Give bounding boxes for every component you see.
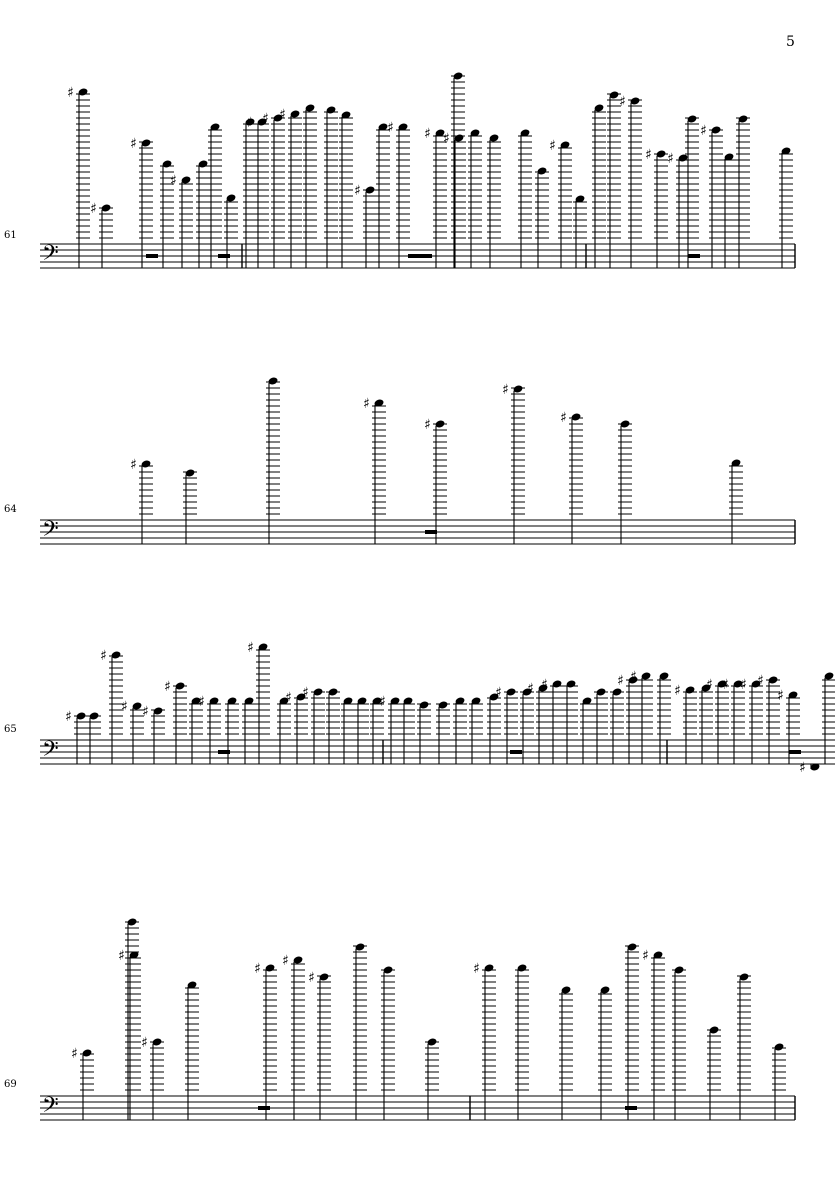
sharp-icon: ♯	[617, 673, 624, 689]
sharp-icon: ♯	[100, 648, 107, 664]
sharp-icon: ♯	[619, 94, 626, 110]
sharp-icon: ♯	[170, 173, 177, 189]
half-rest-icon	[789, 750, 801, 754]
sharp-icon: ♯	[630, 669, 637, 685]
sharp-icon: ♯	[130, 136, 137, 152]
sharp-icon: ♯	[285, 690, 292, 706]
bar-number-65: 65	[4, 724, 17, 735]
sharp-icon: ♯	[141, 1035, 148, 1051]
sharp-icon: ♯	[262, 111, 269, 127]
sharp-icon: ♯	[473, 961, 480, 977]
half-rest-icon	[625, 1106, 637, 1110]
sharp-icon: ♯	[502, 382, 509, 398]
page-number: 5	[786, 34, 795, 50]
sharp-icon: ♯	[424, 417, 431, 433]
sharp-icon: ♯	[443, 131, 450, 147]
half-rest-icon	[688, 254, 700, 258]
sharp-icon: ♯	[777, 688, 784, 704]
sharp-icon: ♯	[363, 396, 370, 412]
sharp-icon: ♯	[142, 704, 149, 720]
sharp-icon: ♯	[722, 677, 729, 693]
sharp-icon: ♯	[118, 948, 125, 964]
sharp-icon: ♯	[198, 694, 205, 710]
sharp-icon: ♯	[700, 123, 707, 139]
sharp-icon: ♯	[706, 677, 713, 693]
sharp-icon: ♯	[302, 685, 309, 701]
sharp-icon: ♯	[560, 410, 567, 426]
sharp-icon: ♯	[740, 677, 747, 693]
sharp-icon: ♯	[757, 673, 764, 689]
half-rest-icon	[218, 750, 230, 754]
sharp-icon: ♯	[379, 694, 386, 710]
half-rest-icon	[258, 1106, 270, 1110]
sharp-icon: ♯	[282, 953, 289, 969]
sharp-icon: ♯	[279, 107, 286, 123]
half-rest-icon	[218, 254, 230, 258]
half-rest-icon	[510, 750, 522, 754]
sharp-icon: ♯	[387, 120, 394, 136]
bass-clef-icon: 𝄢	[42, 241, 59, 271]
bass-clef-icon: 𝄢	[42, 737, 59, 767]
sharp-icon: ♯	[71, 1046, 78, 1062]
half-rest-icon	[425, 530, 437, 534]
sharp-icon: ♯	[541, 677, 548, 693]
sharp-icon: ♯	[549, 138, 556, 154]
sharp-icon: ♯	[308, 970, 315, 986]
sharp-icon: ♯	[642, 948, 649, 964]
half-rest-icon	[408, 254, 420, 258]
sharp-icon: ♯	[90, 201, 97, 217]
sharp-icon: ♯	[799, 760, 806, 776]
sharp-icon: ♯	[164, 679, 171, 695]
bar-number-61: 61	[4, 230, 17, 241]
sharp-icon: ♯	[121, 699, 128, 715]
bass-clef-icon: 𝄢	[42, 517, 59, 547]
sharp-icon: ♯	[527, 681, 534, 697]
bar-number-69: 69	[4, 1079, 17, 1090]
sharp-icon: ♯	[645, 147, 652, 163]
sharp-icon: ♯	[246, 115, 253, 131]
half-rest-icon	[146, 254, 158, 258]
sharp-icon: ♯	[254, 961, 261, 977]
sharp-icon: ♯	[67, 85, 74, 101]
sharp-icon: ♯	[674, 683, 681, 699]
bar-number-64: 64	[4, 504, 17, 515]
sharp-icon: ♯	[65, 709, 72, 725]
sharp-icon: ♯	[247, 640, 254, 656]
sharp-icon: ♯	[354, 183, 361, 199]
sharp-icon: ♯	[495, 685, 502, 701]
sharp-icon: ♯	[667, 151, 674, 167]
bass-clef-icon: 𝄢	[42, 1093, 59, 1123]
sharp-icon: ♯	[130, 457, 137, 473]
sharp-icon: ♯	[424, 126, 431, 142]
half-rest-icon	[420, 254, 432, 258]
